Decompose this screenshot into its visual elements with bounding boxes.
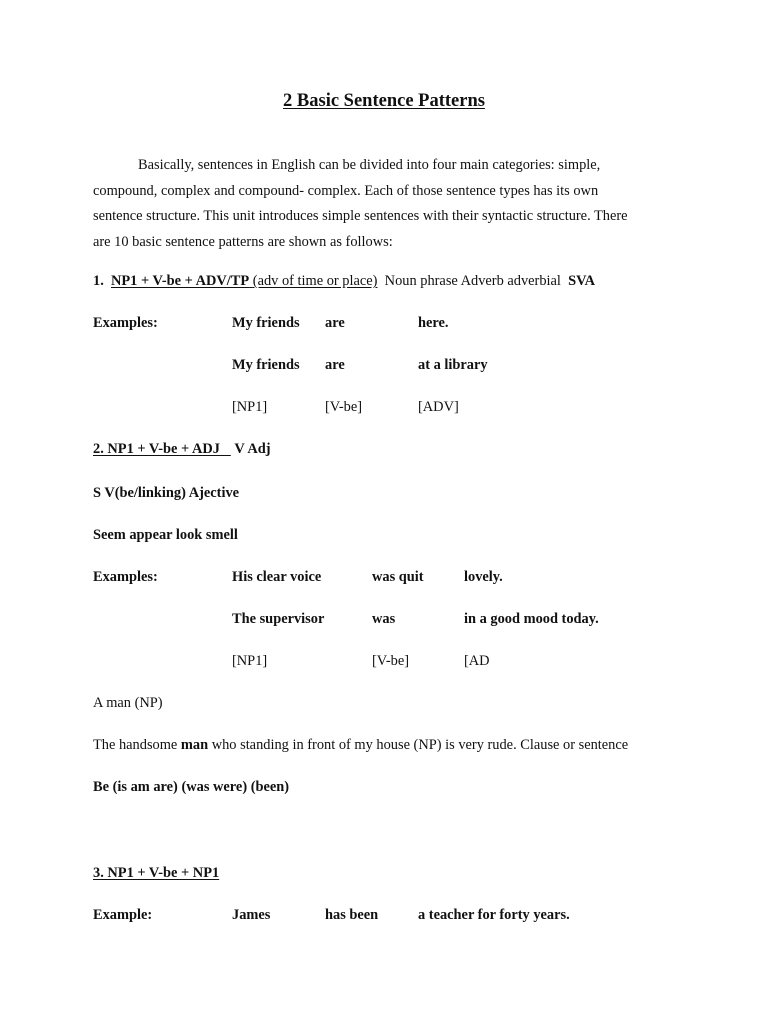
intro-paragraph	[93, 153, 693, 255]
example-subject: My friends	[232, 357, 300, 373]
example-subject: James	[232, 907, 271, 923]
note-be-forms: Be (is am are) (was were) (been)	[93, 779, 290, 795]
example-complement: at a library	[418, 357, 488, 373]
example-subject: His clear voice	[232, 569, 322, 585]
structure-label: [V-be]	[325, 399, 363, 415]
example-verb: are	[325, 357, 345, 373]
pattern-2-structure: S V(be/linking) Ajective	[93, 485, 240, 501]
linking-verbs-line: Seem appear look smell	[93, 527, 238, 543]
structure-label: [ADV]	[418, 399, 459, 415]
example-complement: in a good mood today.	[464, 611, 599, 627]
pattern-2-heading	[93, 442, 271, 456]
intro-line: are 10 basic sentence patterns are shown as follows:	[93, 233, 393, 250]
page-title: 2 Basic Sentence Patterns	[283, 91, 485, 111]
example-subject: My friends	[232, 315, 300, 331]
example-complement: here.	[418, 315, 449, 331]
pattern-3-heading: 3. NP1 + V-be + NP1	[93, 865, 220, 881]
pattern-formula: 2. NP1 + V-be + ADJ	[93, 441, 220, 457]
pattern-code: SVA	[568, 273, 596, 289]
examples-label: Examples:	[93, 315, 158, 331]
pattern-formula: NP1 + V-be + ADV/TP	[111, 273, 250, 289]
examples-label: Examples:	[93, 569, 158, 585]
intro-line: compound, complex and compound- complex. Each of those sentence types has its own	[93, 182, 599, 199]
intro-line: Basically, sentences in English can be divided into four main categories: simple,	[138, 157, 601, 173]
intro-line: sentence structure. This unit introduces simple sentences with their syntactic structure. There	[93, 208, 628, 224]
examples-label: Example:	[93, 907, 153, 923]
note-handsome-man: The handsome man who standing in front of my house (NP) is very rude. Clause or sentence	[93, 737, 629, 753]
example-complement: lovely.	[464, 569, 503, 585]
example-subject: The supervisor	[232, 611, 325, 627]
pattern-number: 1.	[93, 273, 104, 289]
pattern-gloss: V Adj	[234, 441, 271, 457]
structure-label: [NP1]	[232, 653, 268, 669]
pattern-gloss: Noun phrase Adverb adverbial	[384, 273, 561, 289]
structure-label: [NP1]	[232, 399, 268, 415]
note-a-man: A man (NP)	[93, 695, 163, 711]
example-verb: was	[372, 611, 396, 627]
structure-label: [AD	[464, 653, 490, 669]
example-complement: a teacher for forty years.	[418, 907, 570, 923]
pattern-1-heading	[93, 274, 595, 288]
pattern-note: (adv of time or place)	[252, 273, 378, 289]
example-verb: was quit	[372, 569, 424, 585]
example-verb: are	[325, 315, 345, 331]
structure-label: [V-be]	[372, 653, 410, 669]
example-verb: has been	[325, 907, 379, 923]
